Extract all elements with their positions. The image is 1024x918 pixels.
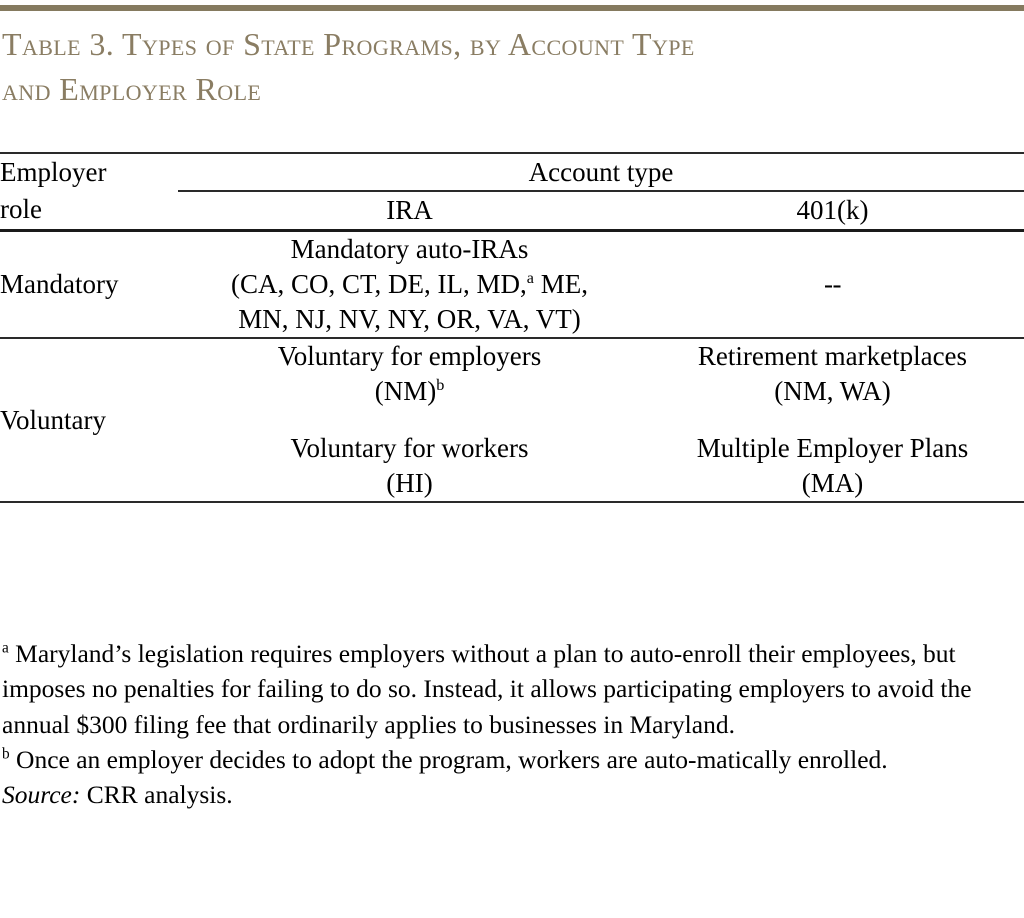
cell-entry [641,431,1024,501]
cell-line: Multiple Employer Plans [696,432,969,463]
cell-mandatory-401k [641,230,1024,338]
footnote-ref-a: a [526,268,534,287]
cell-line: Mandatory auto-IRAs [290,233,529,264]
cell-line: (NM, WA) [774,375,891,406]
cell-line: MN, NJ, NV, NY, OR, VA, VT) [238,303,581,334]
cell-voluntary-ira [178,338,641,502]
row-label-voluntary: Voluntary [0,338,178,502]
table-bottom-rule [0,502,1024,503]
table-title-line-2: and Employer Role [2,71,262,108]
footnotes-block [2,636,1012,813]
column-header-401k: 401(k) [796,194,869,225]
table-title-line-1: Table 3. Types of State Programs, by Account Type [2,26,695,62]
table-container [0,152,1024,503]
cell-entry [641,339,1024,409]
cell-line: Voluntary for employers [277,340,542,371]
table-bottom-rule-row [0,502,1024,503]
source-line [2,777,1012,812]
cell-line: (MA) [801,468,864,499]
state-programs-table [0,152,1024,503]
footnote-marker-a: a [2,639,9,657]
footnote-b-text: Once an employer decides to adopt the program, workers are auto-matically enrolled. [16,744,888,774]
cell-mandatory-ira [178,230,641,338]
cell-line-text: (NM) [374,375,437,406]
spanner-header-account-type: Account type [178,153,1024,191]
employer-role-line-2: role [0,194,42,225]
footnote-a [2,636,1012,742]
cell-line: (HI) [386,468,433,499]
employer-role-line-1: Employer [0,157,107,187]
cell-line-text: (CA, CO, CT, DE, IL, MD, [231,268,527,299]
row-label-mandatory: Mandatory [0,230,178,338]
header-row-spanner [0,153,1024,191]
footnote-b [2,742,1012,777]
table-row [0,230,1024,338]
cell-entry [178,339,641,409]
table-row [0,338,1024,502]
source-label: Source: [2,780,81,810]
row-header-employer-role [0,153,178,230]
cell-line [178,374,641,409]
footnote-a-text: Maryland’s legislation requires employers without a plan to auto-enroll their employees, but imposes no penalties for failing to do so. Instead, it allows participating employers to avoid the annual $300 filing fee that ordinarily applies to businesses in Maryland. [2,639,972,739]
cell-line-suffix: ME, [533,268,588,299]
table-body [0,230,1024,503]
table-head [0,153,1024,230]
cell-voluntary-401k [641,338,1024,502]
top-accent-rule [0,5,1024,11]
table-title [2,22,1002,113]
source-value: CRR analysis. [86,780,233,810]
footnote-marker-b: b [2,745,10,763]
column-header-ira: IRA [386,194,433,225]
footnote-ref-b: b [436,375,445,394]
cell-line: Voluntary for workers [290,432,529,463]
cell-line [178,267,641,302]
cell-entry [178,431,641,501]
cell-line: Retirement marketplaces [697,340,968,371]
empty-cell-dash: -- [824,268,841,299]
